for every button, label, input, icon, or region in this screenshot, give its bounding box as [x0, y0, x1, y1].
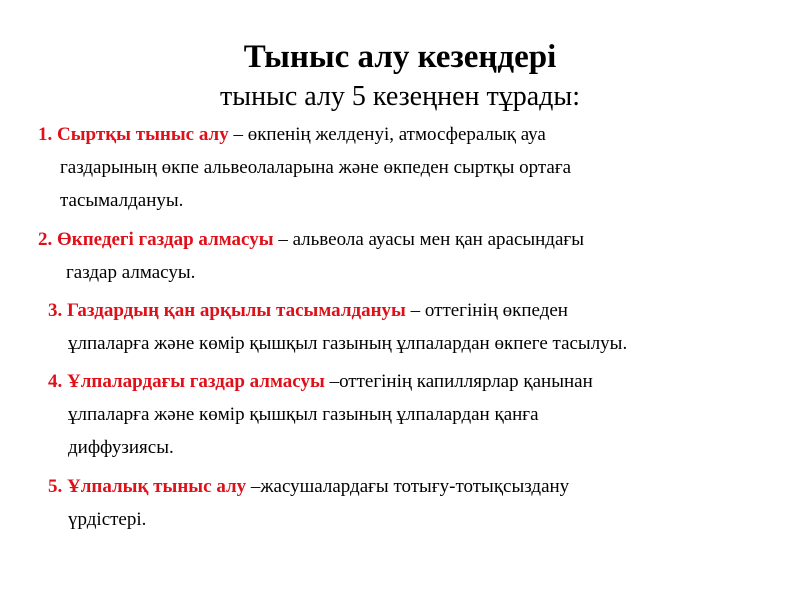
item-4-text-1: –оттегінің капиллярлар қанынан	[324, 371, 593, 392]
item-1-line-1	[38, 118, 571, 151]
item-2-heading: Өкпедегі газдар алмасуы	[57, 229, 274, 250]
item-5-number: 5.	[48, 476, 67, 497]
item-1-heading: Сыртқы тыныс алу	[57, 124, 229, 145]
item-1-line-2: газдарының өкпе альвеолаларына және өкпеден сыртқы ортаға	[60, 157, 572, 178]
item-2-line-1	[38, 223, 584, 256]
page-title: Тыныс алу кезеңдері	[243, 39, 557, 75]
list-item-1	[38, 118, 571, 217]
list-item-5	[48, 470, 569, 536]
item-5-line-1	[48, 470, 569, 503]
item-5-text-1: –жасушалардағы тотығу-тотықсыздану	[246, 476, 570, 497]
item-4-heading: Ұлпалардағы газдар алмасуы	[67, 371, 325, 392]
item-4-line-3: диффузиясы.	[68, 437, 174, 458]
item-5-heading: Ұлпалық тыныс алу	[67, 476, 247, 497]
item-4-number: 4.	[48, 371, 67, 392]
item-1-text-1: – өкпенің желденуі, атмосфералық ауа	[228, 124, 546, 145]
list-item-2	[38, 223, 584, 289]
item-3-line-1	[48, 294, 627, 327]
item-3-number: 3.	[48, 300, 67, 321]
item-2-line-2: газдар алмасуы.	[66, 262, 196, 283]
item-4-line-1	[48, 365, 593, 398]
page-subtitle: тыныс алу 5 кезеңнен тұрады:	[220, 81, 580, 112]
item-1-number: 1.	[38, 124, 57, 145]
item-3-line-2: ұлпаларға және көмір қышқыл газының ұлпалардан өкпеге тасылуы.	[68, 333, 628, 354]
item-4-line-2: ұлпаларға және көмір қышқыл газының ұлпалардан қанға	[68, 404, 539, 425]
list-item-3	[48, 294, 627, 360]
item-5-line-2: үрдістері.	[68, 509, 147, 530]
item-2-number: 2.	[38, 229, 57, 250]
list-item-4	[48, 365, 593, 464]
item-1-line-3: тасымалдануы.	[60, 190, 184, 211]
item-3-heading: Газдардың қан арқылы тасымалдануы	[67, 300, 406, 321]
item-2-text-1: – альвеола ауасы мен қан арасындағы	[273, 229, 584, 250]
item-3-text-1: – оттегінің өкпеден	[405, 300, 568, 321]
